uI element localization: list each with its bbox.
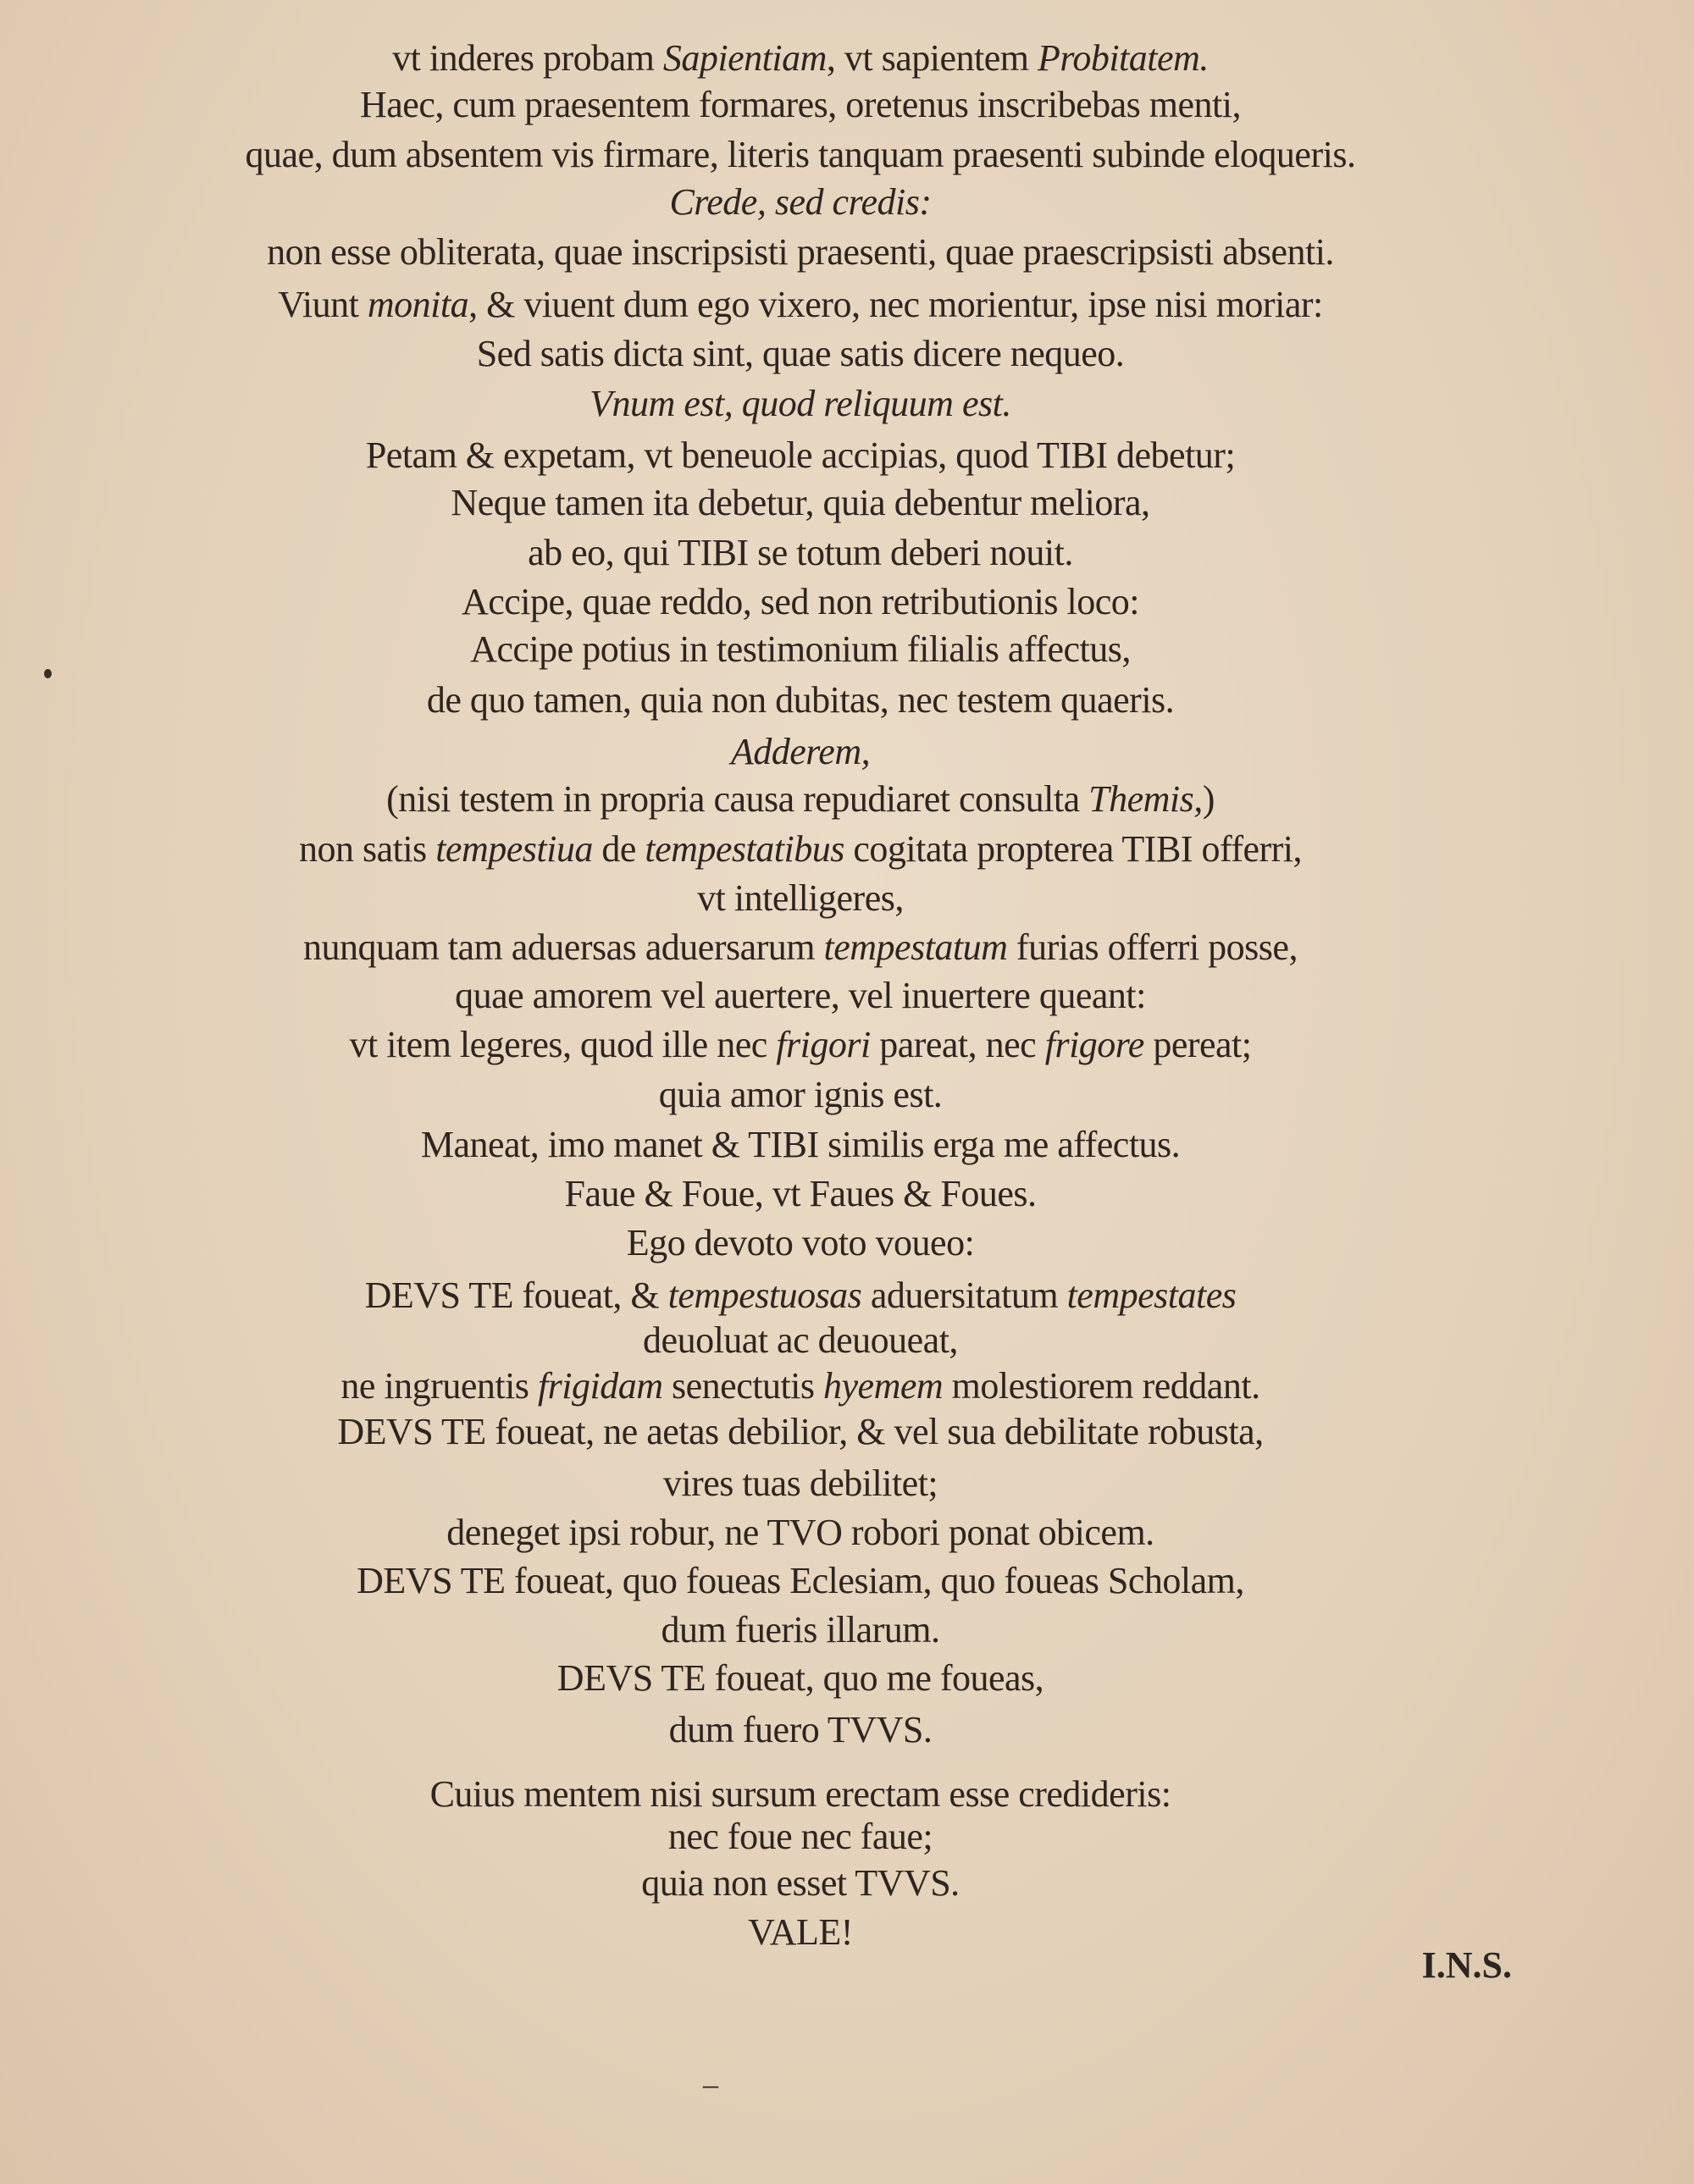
text-line	[0, 1812, 1601, 1861]
text-line	[0, 34, 1601, 83]
text-line	[0, 130, 1601, 180]
text-segment: de	[592, 828, 645, 870]
text-line	[0, 625, 1601, 674]
text-line	[0, 80, 1601, 130]
text-line	[0, 329, 1601, 379]
text-line	[0, 528, 1601, 578]
text-segment: DEVS TE foueat, quo foueas Eclesiam, quo foueas Scholam,	[357, 1560, 1244, 1601]
text-segment: deneget ipsi robur, ne TVO robori ponat obicem.	[446, 1512, 1154, 1553]
italic-text: frigidam	[537, 1365, 663, 1407]
text-segment: vires tuas debilitet;	[662, 1462, 938, 1504]
text-line	[0, 478, 1601, 528]
text-line	[0, 578, 1601, 627]
ink-spot	[44, 669, 52, 678]
text-segment: Neque tamen ita debetur, quia debentur meliora,	[451, 482, 1150, 523]
italic-text: frigori	[776, 1024, 871, 1065]
text-line	[0, 1908, 1601, 1957]
text-line	[0, 923, 1601, 972]
text-segment: DEVS TE foueat, &	[364, 1274, 668, 1316]
text-segment: quia non esset TVVS.	[641, 1862, 960, 1904]
text-line	[0, 676, 1601, 725]
text-segment: pareat, nec	[870, 1024, 1045, 1065]
text-line	[0, 825, 1601, 874]
text-line	[0, 1271, 1601, 1320]
text-segment: quia amor ignis est.	[658, 1074, 943, 1115]
text-line	[0, 775, 1601, 824]
text-line	[0, 178, 1601, 227]
text-segment: VALE!	[748, 1911, 853, 1953]
italic-text: tempestatum	[823, 926, 1008, 968]
text-segment: )	[1202, 778, 1215, 820]
text-line	[0, 727, 1601, 777]
text-segment: ab eo, qui TIBI se totum deberi nouit.	[528, 532, 1073, 573]
text-line	[0, 1459, 1601, 1508]
italic-text: Probitatem.	[1037, 37, 1209, 79]
italic-text: tempestiua	[435, 828, 593, 870]
text-line	[0, 874, 1601, 923]
text-segment: Viunt	[278, 284, 368, 325]
text-line	[0, 1407, 1601, 1457]
text-line	[0, 1606, 1601, 1655]
text-segment: quae amorem vel auertere, vel inuertere queant:	[455, 975, 1146, 1016]
text-line	[0, 1508, 1601, 1557]
text-segment: Petam & expetam, vt beneuole accipias, quod TIBI debetur;	[365, 434, 1236, 476]
text-line	[0, 1556, 1601, 1606]
text-segment: cogitata propterea TIBI offerri,	[844, 828, 1303, 870]
text-segment: Sed satis dicta sint, quae satis dicere nequeo.	[476, 333, 1125, 374]
text-line	[0, 1706, 1601, 1755]
text-segment: Faue & Foue, vt Faues & Foues.	[564, 1173, 1037, 1214]
text-segment: nec foue nec faue;	[667, 1816, 933, 1857]
italic-text: hyemem	[823, 1365, 944, 1407]
italic-text: tempestuosas	[667, 1274, 862, 1316]
text-segment: vt item legeres, quod ille nec	[349, 1024, 777, 1065]
text-segment: DEVS TE foueat, quo me foueas,	[556, 1657, 1044, 1699]
text-line	[0, 431, 1601, 480]
text-segment: DEVS TE foueat, ne aetas debilior, & vel sua debilitate robusta,	[337, 1411, 1264, 1452]
italic-text: Crede, sed credis:	[669, 181, 932, 223]
text-segment: senectutis	[662, 1365, 824, 1407]
italic-text: monita	[367, 284, 469, 325]
text-segment: non esse obliterata, quae inscripsisti praesenti, quae praescripsisti absenti.	[267, 231, 1334, 273]
text-line	[0, 1654, 1601, 1703]
text-line	[0, 280, 1601, 329]
text-line	[0, 228, 1601, 277]
text-line	[0, 971, 1601, 1020]
text-segment: non satis	[298, 828, 436, 870]
text-segment: Cuius mentem nisi sursum erectam esse credideris:	[429, 1773, 1171, 1815]
footer-mark: –	[703, 2067, 718, 2101]
text-segment: , vt sapientem	[826, 37, 1038, 79]
text-segment: vt inderes probam	[392, 37, 663, 79]
text-segment: nunquam tam aduersas aduersarum	[303, 926, 824, 968]
text-segment: pereat;	[1143, 1024, 1252, 1065]
text-segment: quae, dum absentem vis firmare, literis tanquam praesenti subinde eloqueris.	[245, 134, 1356, 175]
text-segment: Maneat, imo manet & TIBI similis erga me affectus.	[420, 1124, 1181, 1165]
italic-text: Sapientiam	[662, 37, 827, 79]
text-line	[0, 1219, 1601, 1268]
text-segment: ne ingruentis	[340, 1365, 538, 1407]
text-segment: dum fueris illarum.	[661, 1609, 940, 1650]
text-segment: Ego devoto voto voueo:	[626, 1222, 975, 1263]
italic-text: frigore	[1044, 1024, 1144, 1065]
italic-text: Adderem,	[730, 731, 871, 772]
text-segment: molestiorem reddant.	[943, 1365, 1260, 1407]
italic-text: tempestates	[1066, 1274, 1237, 1316]
text-line	[0, 1070, 1601, 1120]
text-segment: Haec, cum praesentem formares, oretenus inscribebas menti,	[359, 84, 1242, 125]
text-line	[0, 379, 1601, 429]
text-segment: Accipe, quae reddo, sed non retributionis loco:	[461, 581, 1140, 622]
text-segment: aduersitatum	[861, 1274, 1067, 1316]
italic-text: Vnum est, quod reliquum est.	[590, 383, 1011, 424]
text-segment: deuoluat ac deuoueat,	[643, 1319, 958, 1361]
text-line	[0, 1020, 1601, 1070]
text-segment: , & viuent dum ego vixero, nec morientur, ipse nisi moriar:	[468, 284, 1323, 325]
italic-text: Themis,	[1088, 778, 1203, 820]
text-segment: de quo tamen, quia non dubitas, nec testem quaeris.	[426, 679, 1175, 721]
text-line	[0, 1169, 1601, 1219]
text-line	[0, 1120, 1601, 1169]
text-segment: Accipe potius in testimonium filialis affectus,	[470, 628, 1131, 670]
text-line	[0, 1316, 1601, 1365]
text-segment: furias offerri posse,	[1007, 926, 1298, 968]
text-segment: vt intelligeres,	[697, 877, 904, 919]
text-line	[0, 1362, 1601, 1411]
text-segment: (nisi testem in propria causa repudiaret consulta	[386, 778, 1089, 820]
signature-initials: I.N.S.	[1421, 1944, 1512, 1986]
italic-text: tempestatibus	[645, 828, 844, 870]
text-line	[0, 1859, 1601, 1908]
text-segment: dum fuero TVVS.	[668, 1709, 933, 1750]
